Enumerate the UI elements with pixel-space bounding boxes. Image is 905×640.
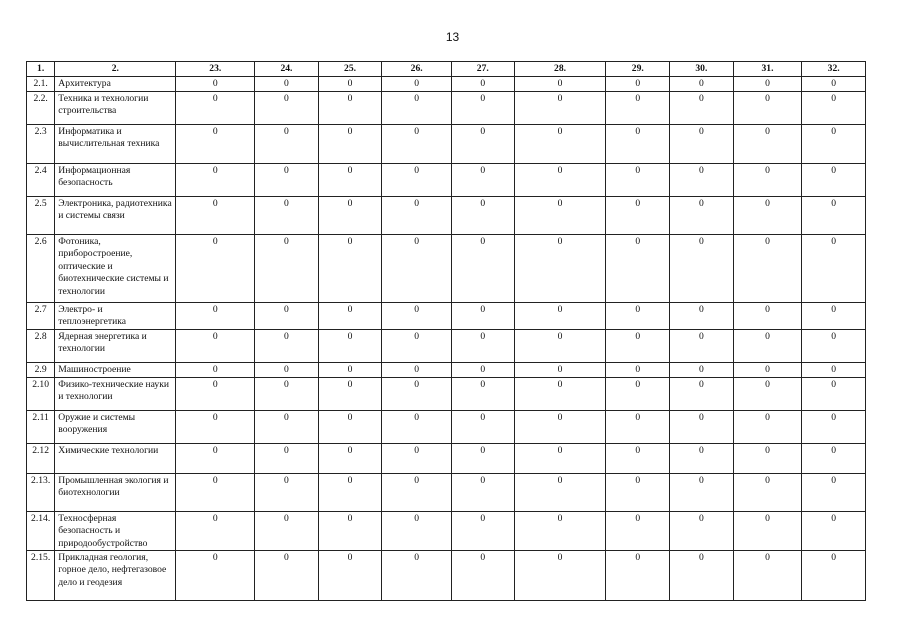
value-cell: 0 [733,303,802,330]
value-cell: 0 [176,77,255,92]
value-cell: 0 [176,362,255,377]
header-cell: 24. [255,62,319,77]
value-cell: 0 [255,329,319,362]
value-cell: 0 [733,197,802,235]
value-cell: 0 [318,511,382,550]
table-row [27,551,866,601]
value-cell: 0 [606,551,670,601]
value-cell: 0 [382,197,452,235]
value-cell: 0 [514,77,606,92]
row-name-cell: Электроника, радиотехника и системы связи [55,197,176,235]
value-cell: 0 [733,473,802,511]
row-name-cell: Техносферная безопасность и природообустройство [55,511,176,550]
value-cell: 0 [514,164,606,197]
value-cell: 0 [733,362,802,377]
value-cell: 0 [452,303,515,330]
value-cell: 0 [318,197,382,235]
value-cell: 0 [382,164,452,197]
value-cell: 0 [255,77,319,92]
value-cell: 0 [318,92,382,125]
value-cell: 0 [318,473,382,511]
row-number-cell: 2.2. [27,92,55,125]
value-cell: 0 [733,92,802,125]
value-cell: 0 [670,551,734,601]
value-cell: 0 [176,377,255,410]
value-cell: 0 [670,473,734,511]
value-cell: 0 [802,410,866,443]
value-cell: 0 [255,511,319,550]
value-cell: 0 [514,511,606,550]
value-cell: 0 [670,410,734,443]
row-number-cell: 2.3 [27,125,55,164]
value-cell: 0 [606,511,670,550]
value-cell: 0 [670,303,734,330]
value-cell: 0 [670,443,734,473]
value-cell: 0 [802,473,866,511]
header-cell: 28. [514,62,606,77]
value-cell: 0 [255,235,319,303]
value-cell: 0 [514,551,606,601]
table-body [27,77,866,601]
value-cell: 0 [318,164,382,197]
value-cell: 0 [255,197,319,235]
value-cell: 0 [255,410,319,443]
value-cell: 0 [606,329,670,362]
value-cell: 0 [452,77,515,92]
value-cell: 0 [606,303,670,330]
row-name-cell: Электро- и теплоэнергетика [55,303,176,330]
value-cell: 0 [802,197,866,235]
value-cell: 0 [802,377,866,410]
value-cell: 0 [452,197,515,235]
table-row [27,377,866,410]
table-row [27,329,866,362]
value-cell: 0 [318,362,382,377]
value-cell: 0 [802,443,866,473]
row-name-cell: Техника и технологии строительства [55,92,176,125]
row-number-cell: 2.7 [27,303,55,330]
value-cell: 0 [670,164,734,197]
value-cell: 0 [733,443,802,473]
value-cell: 0 [606,197,670,235]
value-cell: 0 [670,197,734,235]
header-cell: 25. [318,62,382,77]
row-number-cell: 2.1. [27,77,55,92]
row-number-cell: 2.12 [27,443,55,473]
row-name-cell: Машиностроение [55,362,176,377]
value-cell: 0 [318,410,382,443]
value-cell: 0 [382,551,452,601]
value-cell: 0 [733,235,802,303]
value-cell: 0 [452,164,515,197]
row-name-cell: Фотоника, приборостроение, оптические и биотехнические системы и технологии [55,235,176,303]
value-cell: 0 [382,235,452,303]
value-cell: 0 [606,362,670,377]
row-number-cell: 2.8 [27,329,55,362]
value-cell: 0 [452,443,515,473]
row-number-cell: 2.11 [27,410,55,443]
value-cell: 0 [452,377,515,410]
header-cell: 30. [670,62,734,77]
value-cell: 0 [318,235,382,303]
value-cell: 0 [514,443,606,473]
row-number-cell: 2.15. [27,551,55,601]
row-name-cell: Физико-технические науки и технологии [55,377,176,410]
value-cell: 0 [606,125,670,164]
table-row [27,473,866,511]
value-cell: 0 [733,377,802,410]
table-row [27,362,866,377]
value-cell: 0 [255,125,319,164]
value-cell: 0 [452,125,515,164]
header-cell: 32. [802,62,866,77]
row-name-cell: Информатика и вычислительная техника [55,125,176,164]
value-cell: 0 [802,164,866,197]
table-row [27,443,866,473]
table-row [27,303,866,330]
value-cell: 0 [733,125,802,164]
value-cell: 0 [382,377,452,410]
value-cell: 0 [176,329,255,362]
value-cell: 0 [802,77,866,92]
header-cell: 27. [452,62,515,77]
value-cell: 0 [176,410,255,443]
row-number-cell: 2.6 [27,235,55,303]
row-number-cell: 2.4 [27,164,55,197]
value-cell: 0 [382,329,452,362]
value-cell: 0 [382,473,452,511]
table-row [27,92,866,125]
data-table [26,61,866,601]
value-cell: 0 [802,329,866,362]
table-row [27,235,866,303]
header-cell: 23. [176,62,255,77]
value-cell: 0 [606,443,670,473]
value-cell: 0 [318,443,382,473]
header-cell: 1. [27,62,55,77]
value-cell: 0 [514,235,606,303]
value-cell: 0 [318,329,382,362]
value-cell: 0 [670,329,734,362]
value-cell: 0 [733,511,802,550]
table-row [27,164,866,197]
value-cell: 0 [514,303,606,330]
value-cell: 0 [802,551,866,601]
header-cell: 29. [606,62,670,77]
value-cell: 0 [514,92,606,125]
value-cell: 0 [802,125,866,164]
value-cell: 0 [318,125,382,164]
value-cell: 0 [255,92,319,125]
value-cell: 0 [382,410,452,443]
page-number: 13 [445,30,460,44]
row-name-cell: Прикладная геология, горное дело, нефтегазовое дело и геодезия [55,551,176,601]
value-cell: 0 [514,329,606,362]
value-cell: 0 [670,77,734,92]
value-cell: 0 [606,410,670,443]
value-cell: 0 [452,329,515,362]
value-cell: 0 [802,362,866,377]
value-cell: 0 [606,473,670,511]
value-cell: 0 [176,443,255,473]
value-cell: 0 [255,164,319,197]
table-row [27,77,866,92]
value-cell: 0 [452,410,515,443]
value-cell: 0 [176,473,255,511]
row-number-cell: 2.9 [27,362,55,377]
value-cell: 0 [382,125,452,164]
value-cell: 0 [452,551,515,601]
header-cell: 26. [382,62,452,77]
header-cell: 31. [733,62,802,77]
value-cell: 0 [176,303,255,330]
value-cell: 0 [802,511,866,550]
table-row [27,197,866,235]
value-cell: 0 [255,362,319,377]
value-cell: 0 [255,551,319,601]
header-cell: 2. [55,62,176,77]
table-header-row [27,62,866,77]
value-cell: 0 [514,410,606,443]
value-cell: 0 [733,77,802,92]
row-number-cell: 2.13. [27,473,55,511]
row-name-cell: Промышленная экология и биотехнологии [55,473,176,511]
table-row [27,125,866,164]
value-cell: 0 [382,77,452,92]
value-cell: 0 [733,410,802,443]
row-name-cell: Химические технологии [55,443,176,473]
value-cell: 0 [802,303,866,330]
value-cell: 0 [176,92,255,125]
value-cell: 0 [382,362,452,377]
value-cell: 0 [733,329,802,362]
value-cell: 0 [606,164,670,197]
value-cell: 0 [382,92,452,125]
table-row [27,410,866,443]
value-cell: 0 [176,511,255,550]
value-cell: 0 [176,235,255,303]
value-cell: 0 [514,377,606,410]
value-cell: 0 [452,473,515,511]
value-cell: 0 [176,197,255,235]
value-cell: 0 [255,443,319,473]
row-name-cell: Оружие и системы вооружения [55,410,176,443]
value-cell: 0 [255,303,319,330]
value-cell: 0 [606,77,670,92]
value-cell: 0 [606,235,670,303]
value-cell: 0 [318,77,382,92]
value-cell: 0 [670,125,734,164]
value-cell: 0 [318,377,382,410]
value-cell: 0 [514,362,606,377]
value-cell: 0 [514,125,606,164]
value-cell: 0 [802,92,866,125]
value-cell: 0 [318,303,382,330]
value-cell: 0 [176,551,255,601]
value-cell: 0 [382,303,452,330]
row-name-cell: Информационная безопасность [55,164,176,197]
value-cell: 0 [176,125,255,164]
value-cell: 0 [733,551,802,601]
value-cell: 0 [452,362,515,377]
value-cell: 0 [452,235,515,303]
value-cell: 0 [452,511,515,550]
value-cell: 0 [514,197,606,235]
value-cell: 0 [670,511,734,550]
row-number-cell: 2.5 [27,197,55,235]
value-cell: 0 [670,362,734,377]
value-cell: 0 [670,377,734,410]
row-name-cell: Архитектура [55,77,176,92]
value-cell: 0 [255,377,319,410]
value-cell: 0 [452,92,515,125]
table-row [27,511,866,550]
value-cell: 0 [606,377,670,410]
value-cell: 0 [514,473,606,511]
value-cell: 0 [255,473,319,511]
value-cell: 0 [733,164,802,197]
value-cell: 0 [606,92,670,125]
value-cell: 0 [802,235,866,303]
row-number-cell: 2.14. [27,511,55,550]
value-cell: 0 [382,511,452,550]
row-name-cell: Ядерная энергетика и технологии [55,329,176,362]
value-cell: 0 [382,443,452,473]
value-cell: 0 [318,551,382,601]
value-cell: 0 [176,164,255,197]
value-cell: 0 [670,92,734,125]
row-number-cell: 2.10 [27,377,55,410]
value-cell: 0 [670,235,734,303]
